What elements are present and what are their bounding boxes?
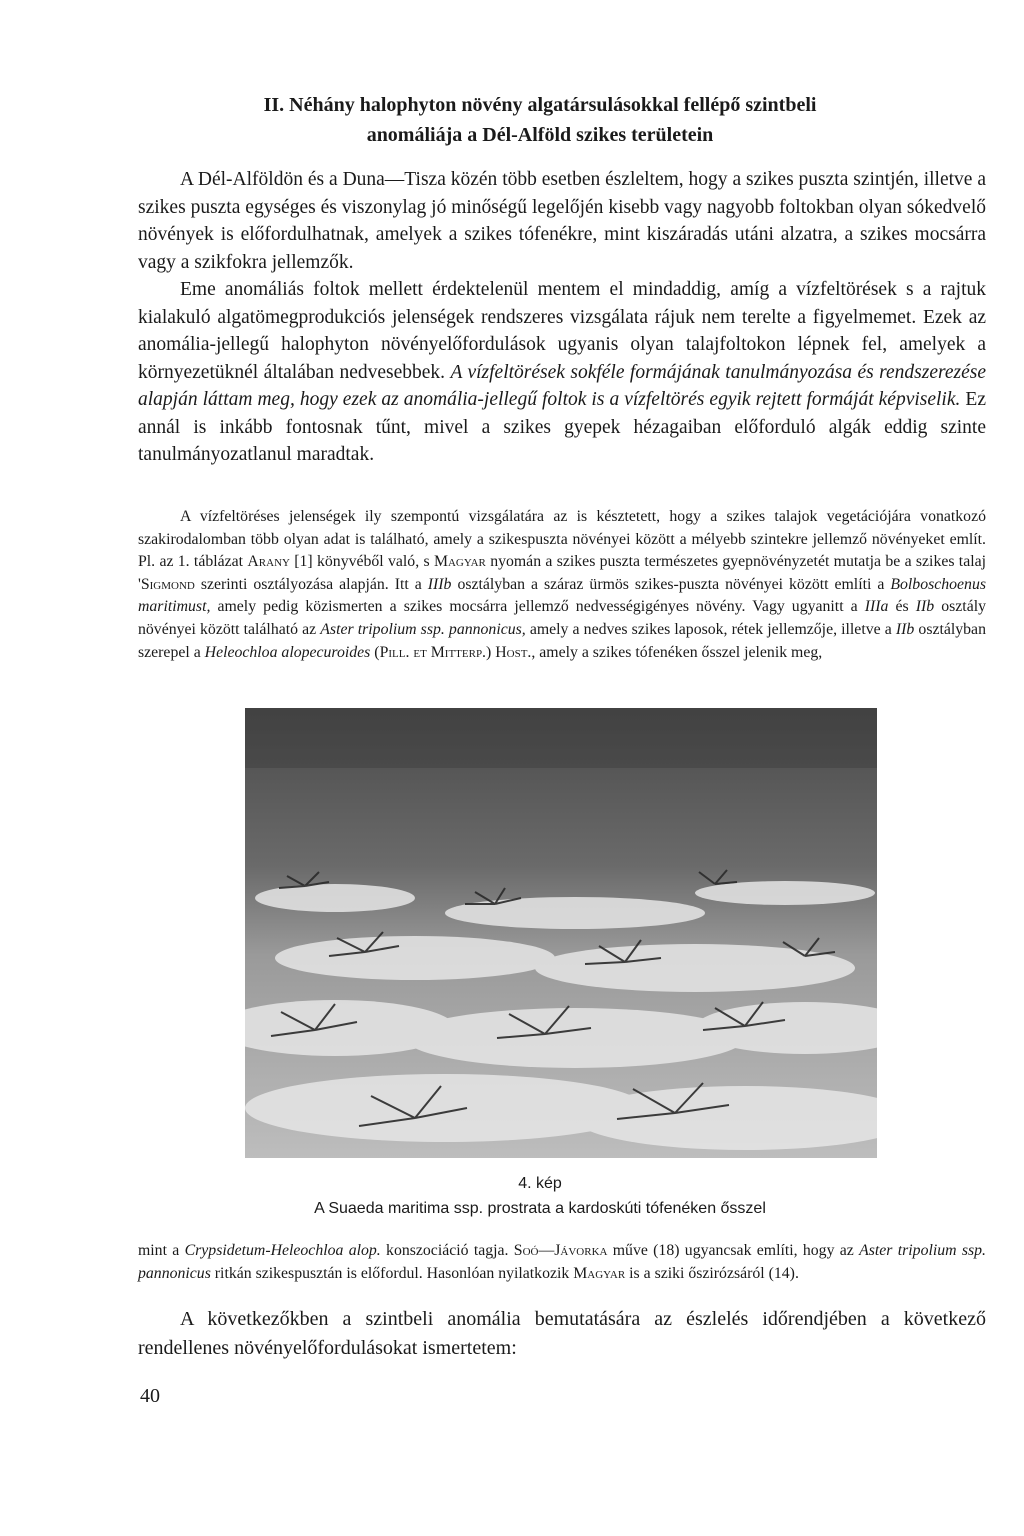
figure-caption: A Suaeda maritima ssp. prostrata a kardoskúti tófenéken ősszel <box>314 1200 766 1217</box>
small-paragraph-1 <box>138 506 986 664</box>
text-run: , amely a szikes tófenéken ősszel jelenik meg, <box>531 643 823 661</box>
class-label: IIb <box>915 598 935 616</box>
figure-photo <box>245 708 877 1158</box>
small-paragraph-2 <box>138 1240 986 1285</box>
text-run: osztály növényei között található az <box>138 598 986 638</box>
species-name: Aster tripolium ssp. pannonicus <box>138 1242 987 1282</box>
text-run: [1] könyvéből való, s <box>289 553 434 571</box>
paragraph-1: A Dél-Alföldön és a Duna—Tisza közén több esetben észleltem, hogy a szikes puszta szintjén, illetve a szikes puszta egységes és viszonylag jó minőségű legelőjén kisebb vagy nagyobb foltokban olyan sókedvelő növények is előfordulhatnak, amelyek a szikes tófenékre, mint kiszáradás utáni alzatra, a szikes mocsárra vagy a szikfokra jellemzők. <box>138 169 986 273</box>
text-run: ( <box>370 643 380 661</box>
species-name: Bolboschoenus maritimust, <box>138 575 987 616</box>
paragraph-2 <box>138 276 986 469</box>
paragraph-2-text-a: Eme anomáliás foltok mellett érdektelenül mentem el mindaddig, amíg a vízfeltörések s a rajtuk kialakuló algatömegprodukciós jelenségek rendszeres vizsgálata rájuk nem terelte a figyelmemet. Ezek az anomália-jellegű halophyton növényelőfordulások ugyanis olyan talajfoltokon lépnek fel, amelyek a környezetüknél általában nedvesebbek. <box>138 279 986 383</box>
species-name: Aster tripolium ssp. pannonicus, <box>320 620 526 638</box>
closing-text <box>138 1305 986 1363</box>
author-magyar: Magyar <box>433 553 486 571</box>
text-run: osztályban a száraz ürmös szikes-puszta növényei között említi a <box>451 575 891 593</box>
author-magyar: Magyar <box>573 1264 626 1282</box>
text-run: szerinti osztályozása alapján. Itt a <box>194 575 428 593</box>
author-soo-javorka: Soó—Jávorka <box>513 1242 608 1259</box>
figure-number: 4. kép <box>518 1175 562 1192</box>
class-label: IIIb <box>427 575 452 593</box>
class-label: IIIa <box>864 598 889 616</box>
species-name: Crypsidetum-Heleochloa alop. <box>184 1242 381 1259</box>
author-arany: Arany <box>247 553 290 571</box>
text-run: A vízfeltöréses jelenségek ily szempontú vizsgálatára az is késztetett, hogy a szikes talajok vegetációjára vonatkozó szakirodalomban több olyan adat is található, amely a szikespuszta növényei között a mélyebb szintekre jellemző növényeket említ. Pl. az 1. táblázat <box>138 508 986 571</box>
species-name: Heleochloa alopecuroides <box>204 643 371 661</box>
text-run: ) <box>486 643 496 661</box>
heading-line-1: II. Néhány halophyton növény algatársulásokkal fellépő szintbeli <box>263 94 817 116</box>
text-run: is a sziki őszirózsáról (14). <box>625 1264 799 1282</box>
closing-paragraph: A következőkben a szintbeli anomália bemutatására az észlelés időrendjében a következő rendellenes növényelőfordulásokat ismertetem: <box>138 1308 986 1359</box>
photo-suaeda-maritima <box>245 708 877 1158</box>
heading-line-2: anomáliája a Dél-Alföld szikes területein <box>366 124 714 146</box>
section-heading <box>180 90 900 150</box>
small-print-block-1 <box>138 506 986 664</box>
class-label: IIb <box>895 620 915 638</box>
author-pill-mitterp: Pill. et Mitterp. <box>379 643 487 661</box>
text-run: osztályban szerepel a <box>138 620 986 661</box>
text-run: és <box>888 598 916 616</box>
paragraph-2-italic-statement: A vízfeltörések sokféle formájának tanulmányozása és rendszerezése alapján láttam meg, hogy ezek az anomália-jellegű foltok is a vízfeltörés egyik rejtett formáját képviselik. <box>138 361 986 410</box>
text-run: amely a nedves szikes laposok, rétek jellemzője, illetve a <box>525 620 896 638</box>
text-run: konszociáció tagja. <box>380 1242 514 1259</box>
paragraph-2-text-c: Ez annál is inkább fontosnak tűnt, mivel a szikes gyepek hézagaiban előforduló algák eddig szinte tanulmányozatlanul maradtak. <box>138 389 986 465</box>
author-sigmond: Sigmond <box>140 575 195 593</box>
small-print-block-2 <box>138 1240 986 1285</box>
main-text <box>138 166 986 469</box>
page-number: 40 <box>140 1385 160 1407</box>
text-run: mint a <box>138 1242 185 1259</box>
text-run: műve (18) ugyancsak említi, hogy az <box>607 1242 860 1259</box>
text-run: ritkán szikespusztán is előfordul. Hasonlóan nyilatkozik <box>210 1264 574 1282</box>
text-run: amely pedig közismerten a szikes mocsárra jellemző nedvességigényes növény. Vagy ugyanitt a <box>210 598 865 616</box>
text-run: nyomán a szikes puszta természetes gyepnövényzetét mutatja be a szikes talaj ' <box>138 553 987 593</box>
author-host: Host. <box>495 643 532 661</box>
